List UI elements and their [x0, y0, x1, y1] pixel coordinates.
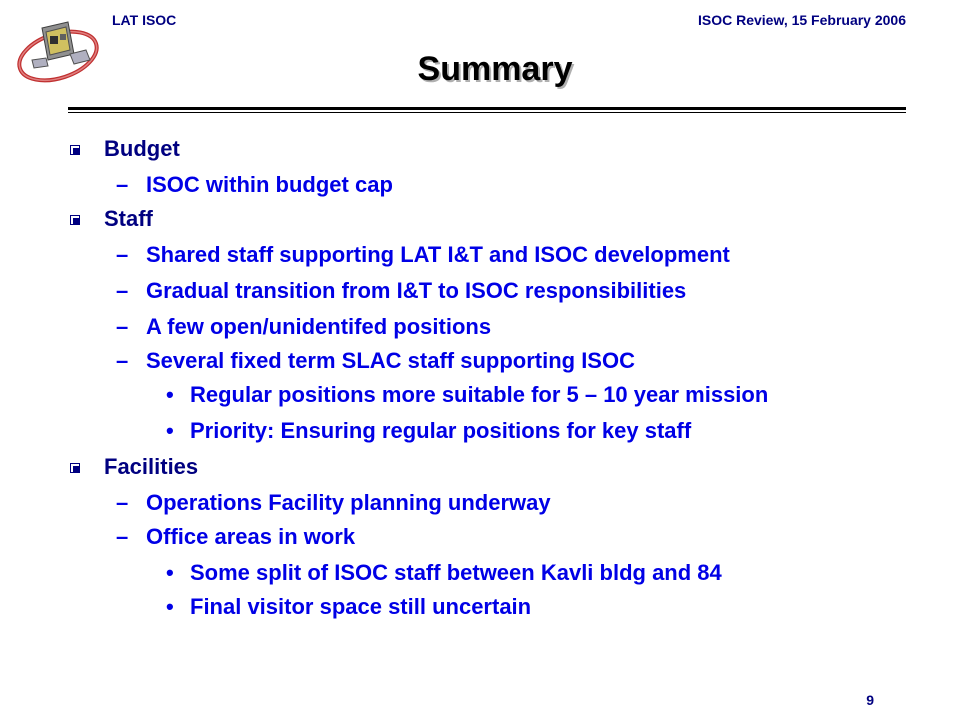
- subbullet-text: Office areas in work: [146, 524, 356, 549]
- subbullet-text: Gradual transition from I&T to ISOC responsibilities: [146, 278, 687, 303]
- bullet-label: Budget: [104, 136, 180, 161]
- page-title: Summary: [417, 50, 573, 88]
- dash-bullet-icon: –: [116, 314, 129, 339]
- subbullet: [116, 278, 687, 304]
- subbullet: [116, 348, 635, 374]
- subbullet: [116, 490, 551, 516]
- dash-bullet-icon: –: [116, 348, 129, 373]
- bullet-label: Staff: [104, 206, 153, 231]
- sub-subbullet-text: Regular positions more suitable for 5 – 10 year mission: [190, 382, 769, 407]
- dot-bullet-icon: •: [166, 560, 174, 585]
- dash-bullet-icon: –: [116, 490, 129, 515]
- dash-bullet-icon: –: [116, 242, 129, 267]
- bullet-facilities: [104, 454, 198, 480]
- subbullet-text: ISOC within budget cap: [146, 172, 393, 197]
- dash-bullet-icon: –: [116, 172, 129, 197]
- dash-bullet-icon: –: [116, 278, 129, 303]
- sub-subbullet-text: Some split of ISOC staff between Kavli bldg and 84: [190, 560, 722, 585]
- subbullet-text: Operations Facility planning underway: [146, 490, 551, 515]
- sub-subbullet: [166, 382, 769, 408]
- square-bullet-icon: [70, 145, 80, 155]
- bullet-label: Facilities: [104, 454, 199, 479]
- sub-subbullet-text: Final visitor space still uncertain: [190, 594, 532, 619]
- header-right-label: ISOC Review, 15 February 2006: [697, 12, 906, 28]
- sub-subbullet: [166, 418, 692, 444]
- dash-bullet-icon: –: [116, 524, 129, 549]
- dot-bullet-icon: •: [166, 594, 174, 619]
- subbullet: [116, 242, 730, 268]
- dot-bullet-icon: •: [166, 418, 174, 443]
- page-number: 9: [866, 692, 874, 708]
- title-rule-thin: [68, 112, 906, 113]
- square-bullet-icon: [70, 463, 80, 473]
- subbullet: [116, 172, 393, 198]
- subbullet-text: A few open/unidentifed positions: [146, 314, 492, 339]
- dot-bullet-icon: •: [166, 382, 174, 407]
- subbullet-text: Shared staff supporting LAT I&T and ISOC development: [146, 242, 730, 267]
- sub-subbullet-text: Priority: Ensuring regular positions for key staff: [190, 418, 692, 443]
- sub-subbullet: [166, 594, 532, 620]
- sub-subbullet: [166, 560, 722, 586]
- header-left-label: LAT ISOC: [112, 12, 177, 28]
- subbullet-text: Several fixed term SLAC staff supporting ISOC: [146, 348, 635, 373]
- bullet-budget: [104, 136, 180, 162]
- title-rule-thick: [68, 107, 906, 110]
- bullet-staff: [104, 206, 153, 232]
- subbullet: [116, 314, 492, 340]
- square-bullet-icon: [70, 215, 80, 225]
- subbullet: [116, 524, 356, 550]
